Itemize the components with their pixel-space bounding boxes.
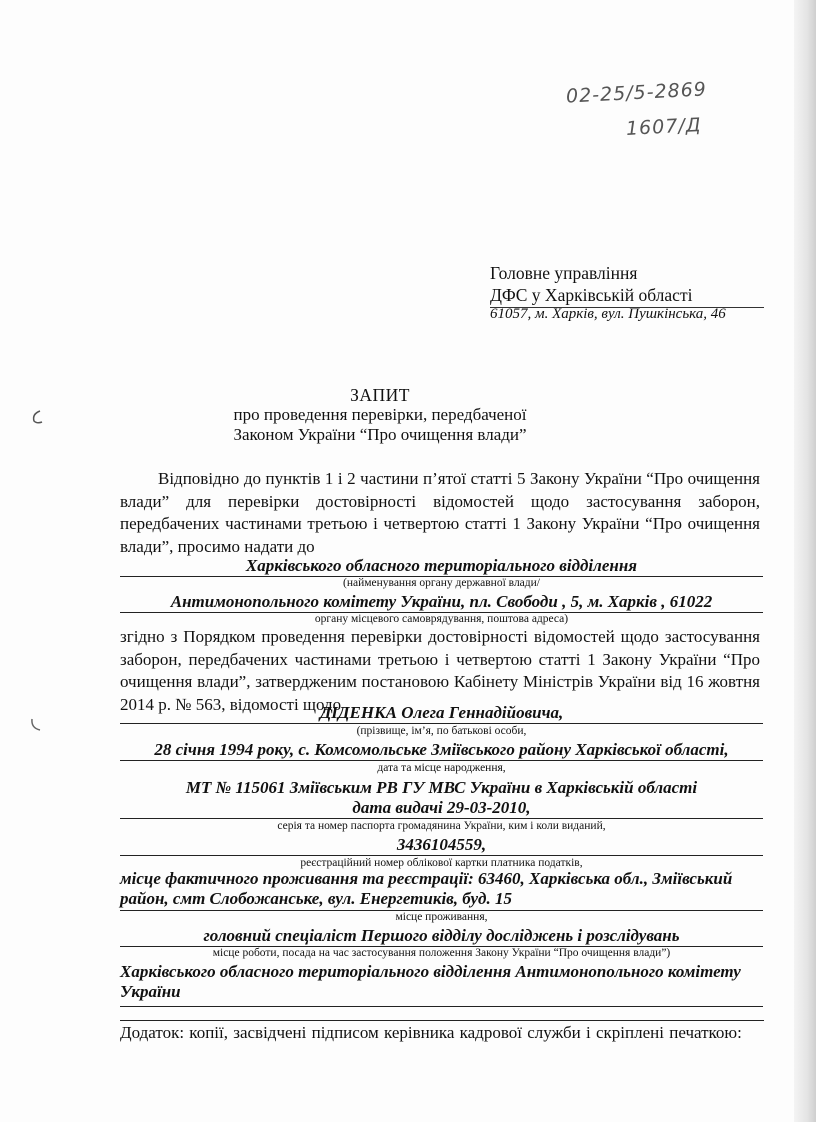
authority-line-2: Антимонопольного комітету України, пл. Свободи , 5, м. Харків , 61022	[120, 591, 763, 613]
addressee-line1: Головне управління	[490, 263, 638, 283]
tax-id: 3436104559,	[120, 834, 763, 856]
passport-caption: серія та номер паспорта громадянина України, ким і коли виданий,	[277, 820, 606, 832]
document-title: ЗАПИТ	[350, 385, 410, 405]
addressee-line2: ДФС у Харківській області	[490, 285, 764, 308]
residence-line-2: район, смт Слобожанське, вул. Енергетиків, буд. 15	[120, 888, 763, 911]
workplace: Харківського обласного територіального відділення Антимонопольного комітету України	[120, 962, 763, 1007]
document-subtitle-2: Законом України “Про очищення влади”	[233, 425, 527, 444]
birth-caption: дата та місце народження,	[377, 762, 506, 774]
hole-punch-mark-icon	[28, 716, 46, 734]
birth-date-place: 28 січня 1994 року, с. Комсомольське Зміївського району Харківської області,	[120, 739, 763, 761]
authority-line-1: Харківського обласного територіального відділення	[120, 555, 763, 577]
passport-line-2: дата видачі 29-03-2010,	[120, 797, 763, 819]
scan-edge-shadow	[794, 0, 816, 1122]
tax-caption: реєстраційний номер облікової картки платника податків,	[300, 857, 583, 869]
name-caption: (прізвище, ім’я, по батькові особи,	[356, 725, 527, 737]
authority-caption-2: органу місцевого самоврядування, поштова адреса)	[314, 613, 569, 625]
appendix-line: Додаток: копії, засвідчені підписом керівника кадрової служби і скріплені печаткою:	[120, 1020, 764, 1043]
procedure-paragraph: згідно з Порядком проведення перевірки достовірності відомостей щодо застосування заборон, передбачених частинами третьою і четвертою статті 1 Закону України “Про очищення влади”, затвердженим постановою Кабінету Міністрів України від 16 жовтня 2014 р. № 563, відомості щодо	[120, 627, 760, 714]
person-name: ДІДЕНКА Олега Геннадійовича,	[120, 702, 763, 724]
authority-caption-1: (найменування органу державної влади/	[343, 577, 540, 589]
intro-paragraph: Відповідно до пунктів 1 і 2 частини п’ятої статті 5 Закону України “Про очищення влади” для перевірки достовірності відомостей щодо застосування заборон, передбачених частинами третьою і четвертою статті 1 Закону України “Про очищення влади”, просимо надати до	[120, 469, 760, 556]
position: головний спеціаліст Першого відділу досліджень і розслідувань	[120, 925, 763, 947]
passport-line-1: МТ № 115061 Зміївським РВ ГУ МВС України в Харківській області	[185, 778, 698, 797]
position-caption: місце роботи, посада на час застосування положення Закону України “Про очищення влади”)	[212, 947, 671, 959]
handwritten-reg-number: 02-25/5-2869	[565, 78, 708, 108]
addressee-address: 61057, м. Харків, вул. Пушкінська, 46	[490, 306, 726, 322]
residence-line-1: місце фактичного проживання та реєстрації: 63460, Харківська обл., Зміївський	[120, 869, 733, 888]
document-subtitle-1: про проведення перевірки, передбаченої	[233, 405, 527, 424]
handwritten-note: 1607/Д	[625, 114, 703, 140]
residence-caption: місце проживання,	[395, 911, 488, 923]
